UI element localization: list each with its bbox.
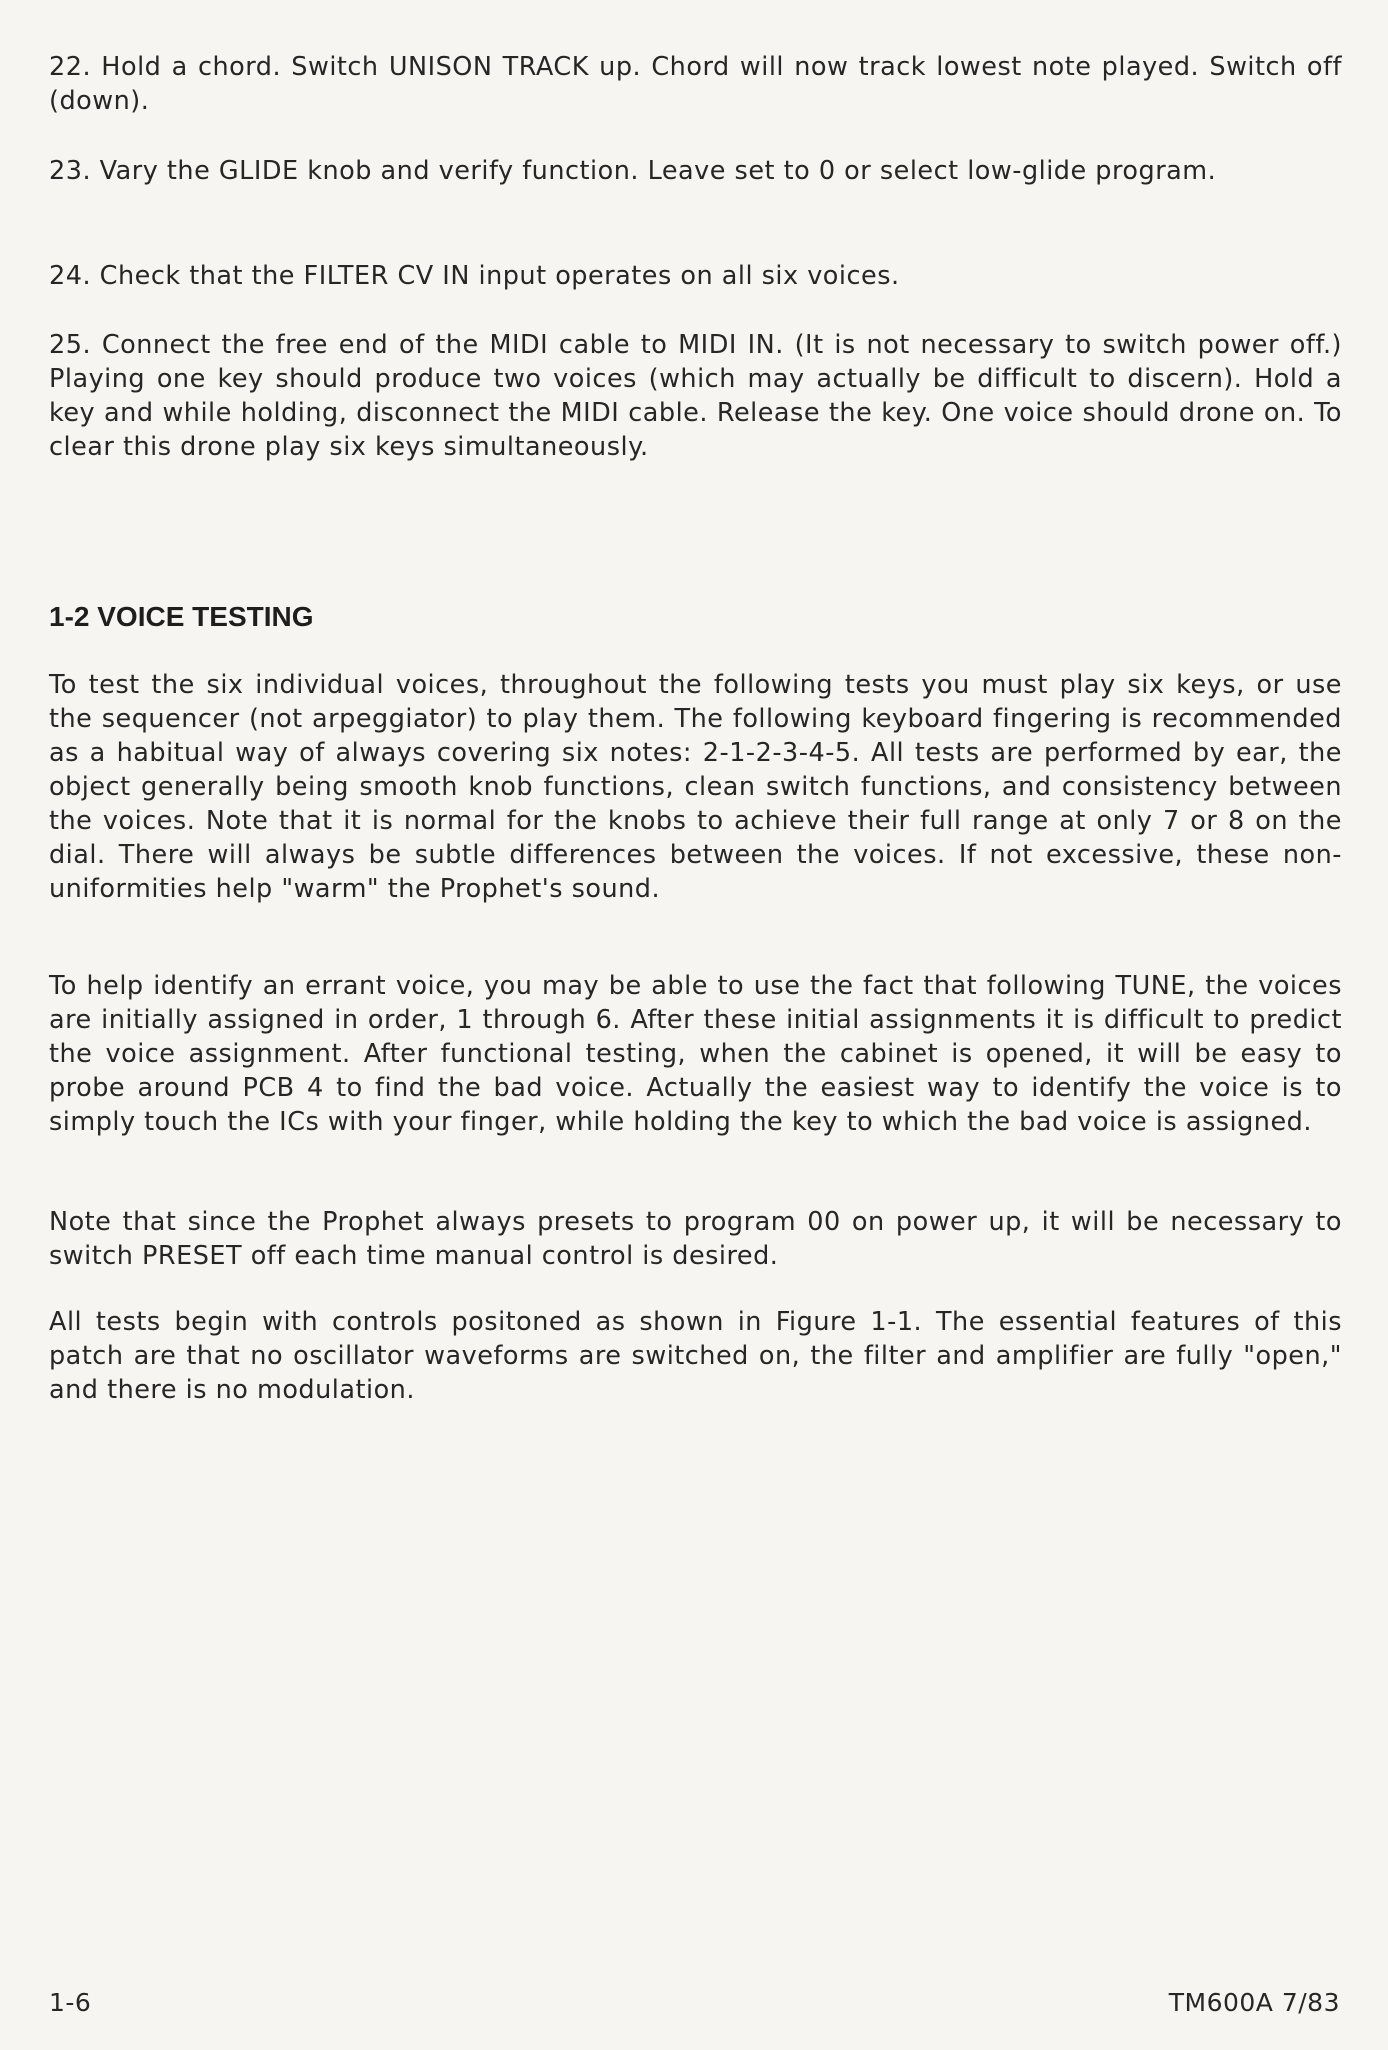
step-22-text: 22. Hold a chord. Switch UNISON TRACK up. Chord will now track lowest note played. Switch off (down).	[49, 52, 1342, 116]
voice-testing-paragraph-identify: To help identify an errant voice, you may be able to use the fact that following TUNE, the voices are initially assigned in order, 1 through 6. After these initial assignments it is difficult to predict the voice assignment. After functional testing, when the cabinet is opened, it will be easy to probe around PCB 4 to find the bad voice. Actually the easiest way to identify the voice is to simply touch the ICs with your finger, while holding the key to which the bad voice is assigned.	[49, 971, 1342, 1137]
step-24-text: 24. Check that the FILTER CV IN input operates on all six voices.	[49, 261, 900, 291]
document-reference: TM600A 7/83	[1168, 1988, 1340, 2017]
page-number: 1-6	[49, 1988, 92, 2017]
step-23-text: 23. Vary the GLIDE knob and verify function. Leave set to 0 or select low-glide program.	[49, 156, 1217, 186]
section-heading: 1-2 VOICE TESTING	[49, 601, 314, 632]
step-25-text: 25. Connect the free end of the MIDI cable to MIDI IN. (It is not necessary to switch power off.) Playing one key should produce two voices (which may actually be difficult to discern). Hold a key and while holding, disconnect the MIDI cable. Release the key. One voice should drone on. To clear this drone play six keys simultaneously.	[49, 330, 1342, 462]
voice-testing-paragraph-intro: To test the six individual voices, throughout the following tests you must play six keys, or use the sequencer (not arpeggiator) to play them. The following keyboard fingering is recommended as a habitual way of always covering six notes: 2-1-2-3-4-5. All tests are performed by ear, the object generally being smooth knob functions, clean switch functions, and consistency between the voices. Note that it is normal for the knobs to achieve their full range at only 7 or 8 on the dial. There will always be subtle differences between the voices. If not excessive, these non-uniformities help "warm" the Prophet's sound.	[49, 670, 1342, 904]
voice-testing-paragraph-preset: Note that since the Prophet always presets to program 00 on power up, it will be necessary to switch PRESET off each time manual control is desired.	[49, 1207, 1342, 1271]
voice-testing-paragraph-controls: All tests begin with controls positoned as shown in Figure 1-1. The essential features of this patch are that no oscillator waveforms are switched on, the filter and amplifier are fully "open," and there is no modulation.	[49, 1307, 1342, 1405]
